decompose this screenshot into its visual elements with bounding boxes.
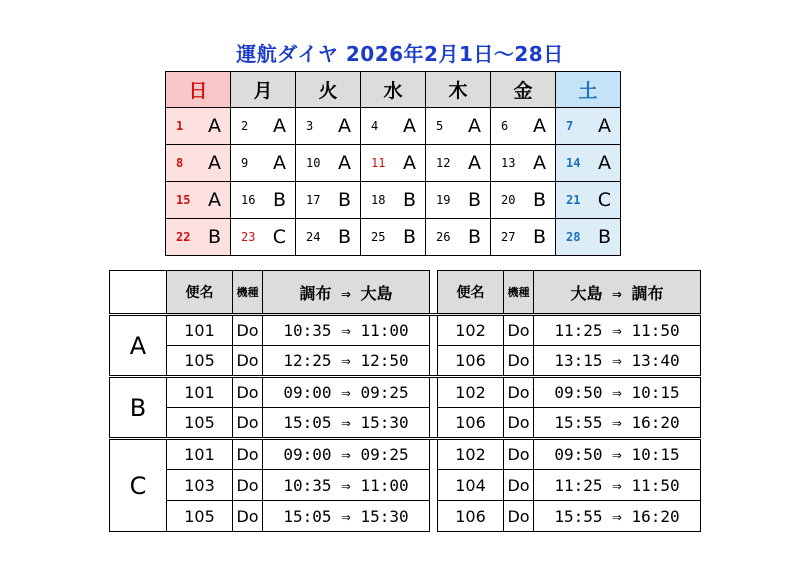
day-number: 28 [566,230,581,244]
departure-arrival-time: 15:05 ⇒ 15:30 [263,408,430,439]
schedule-pattern-code: B [467,189,481,211]
day-number: 22 [176,230,191,244]
day-number: 18 [371,193,386,207]
calendar-day-cell [166,108,231,145]
schedule-pattern-code: A [468,152,481,174]
day-number: 19 [436,193,451,207]
aircraft-type: Do [504,501,534,532]
flight-number: 103 [167,470,233,501]
column-gap [430,377,438,408]
schedule-pattern-code: B [532,226,546,248]
day-number: 9 [241,156,249,170]
departure-arrival-time: 15:05 ⇒ 15:30 [263,501,430,532]
schedule-pattern-code: B [337,226,351,248]
aircraft-type: Do [233,377,263,408]
weekday-header-sun: 日 [166,72,231,108]
departure-arrival-time: 09:00 ⇒ 09:25 [263,377,430,408]
day-number: 2 [241,119,249,133]
calendar-day-cell [426,219,491,256]
calendar-day-cell [361,145,426,182]
calendar-day-cell [491,108,556,145]
calendar-day-cell [491,145,556,182]
aircraft-type: Do [233,501,263,532]
calendar-day-cell [361,219,426,256]
departure-arrival-time: 11:25 ⇒ 11:50 [534,315,701,346]
schedule-pattern-code: A [533,115,546,137]
flight-number: 105 [167,408,233,439]
flight-number: 102 [438,439,504,470]
flight-number: 101 [167,315,233,346]
day-number: 11 [371,156,386,170]
day-number: 1 [176,119,184,133]
column-gap [430,315,438,346]
aircraft-type: Do [233,439,263,470]
aircraft-type: Do [504,346,534,377]
calendar-day-cell [426,108,491,145]
day-number: 3 [306,119,314,133]
aircraft-type: Do [233,408,263,439]
calendar-day-cell [556,108,621,145]
day-number: 21 [566,193,581,207]
calendar-day-cell [166,182,231,219]
day-number: 6 [501,119,509,133]
calendar-day-cell [491,219,556,256]
day-number: 24 [306,230,321,244]
calendar-day-cell [556,145,621,182]
day-number: 12 [436,156,451,170]
schedule-pattern-code: B [207,226,221,248]
schedule-pattern-code: A [403,115,416,137]
timetable-header-row [110,271,701,315]
day-number: 14 [566,156,581,170]
schedule-pattern-code: A [338,115,351,137]
pattern-label: C [110,439,167,532]
aircraft2-header: 機種 [504,271,534,315]
timetable-row [110,346,701,377]
aircraft-type: Do [504,377,534,408]
schedule-pattern-code: B [467,226,481,248]
schedule-pattern-code: A [208,152,221,174]
flight-number: 105 [167,501,233,532]
timetable-row [110,315,701,346]
inbound-header: 大島 ⇒ 調布 [534,271,701,315]
departure-arrival-time: 11:25 ⇒ 11:50 [534,470,701,501]
calendar-table [165,71,621,256]
calendar-day-cell [231,108,296,145]
schedule-pattern-code: A [338,152,351,174]
schedule-pattern-code: C [272,226,286,248]
schedule-pattern-code: A [598,115,611,137]
column-gap [430,470,438,501]
departure-arrival-time: 09:50 ⇒ 10:15 [534,439,701,470]
day-number: 25 [371,230,386,244]
schedule-pattern-code: A [533,152,546,174]
flight-number: 102 [438,377,504,408]
timetable-row [110,501,701,532]
calendar-day-cell [491,182,556,219]
column-gap [430,346,438,377]
calendar-day-cell [361,182,426,219]
weekday-header-wed: 水 [361,72,426,108]
departure-arrival-time: 13:15 ⇒ 13:40 [534,346,701,377]
page-title: 運航ダイヤ 2026年2月1日～28日 [236,42,564,66]
timetable-row [110,377,701,408]
day-number: 17 [306,193,321,207]
aircraft-type: Do [233,346,263,377]
schedule-pattern-code: A [273,115,286,137]
aircraft-type: Do [233,470,263,501]
weekday-header-fri: 金 [491,72,556,108]
departure-arrival-time: 15:55 ⇒ 16:20 [534,408,701,439]
flight-number: 105 [167,346,233,377]
schedule-pattern-code: A [468,115,481,137]
aircraft-type: Do [504,408,534,439]
day-number: 8 [176,156,184,170]
schedule-pattern-code: A [208,189,221,211]
column-gap [430,501,438,532]
weekday-header-mon: 月 [231,72,296,108]
day-number: 27 [501,230,516,244]
timetable [109,270,701,532]
day-number: 13 [501,156,516,170]
day-number: 20 [501,193,516,207]
timetable-row [110,470,701,501]
weekday-header-tue: 火 [296,72,361,108]
timetable-row [110,408,701,439]
day-number: 23 [241,230,256,244]
day-number: 7 [566,119,574,133]
schedule-pattern-code: C [597,189,611,211]
departure-arrival-time: 10:35 ⇒ 11:00 [263,315,430,346]
calendar-day-cell [361,108,426,145]
calendar-day-cell [296,108,361,145]
calendar-week-row [166,145,621,182]
day-number: 4 [371,119,379,133]
day-number: 10 [306,156,321,170]
day-number: 26 [436,230,451,244]
weekday-header-sat: 土 [556,72,621,108]
column-gap [430,271,438,315]
calendar-day-cell [296,145,361,182]
departure-arrival-time: 12:25 ⇒ 12:50 [263,346,430,377]
column-gap [430,408,438,439]
calendar-week-row [166,219,621,256]
flight-number: 106 [438,346,504,377]
calendar-day-cell [166,219,231,256]
calendar-day-cell [556,182,621,219]
departure-arrival-time: 15:55 ⇒ 16:20 [534,501,701,532]
calendar-day-cell [296,219,361,256]
flight-number: 102 [438,315,504,346]
schedule-pattern-code: B [337,189,351,211]
aircraft-header: 機種 [233,271,263,315]
calendar-day-cell [426,145,491,182]
day-number: 15 [176,193,191,207]
calendar-day-cell [296,182,361,219]
schedule-pattern-code: B [402,226,416,248]
outbound-header: 調布 ⇒ 大島 [263,271,430,315]
pattern-label: A [110,315,167,377]
aircraft-type: Do [233,315,263,346]
aircraft-type: Do [504,439,534,470]
day-number: 5 [436,119,444,133]
schedule-pattern-code: B [272,189,286,211]
calendar-week-row [166,108,621,145]
column-gap [430,439,438,470]
schedule-pattern-code: A [403,152,416,174]
flight-number: 106 [438,408,504,439]
aircraft-type: Do [504,315,534,346]
flight-number: 106 [438,501,504,532]
departure-arrival-time: 10:35 ⇒ 11:00 [263,470,430,501]
schedule-pattern-code: A [273,152,286,174]
calendar-header-row [166,72,621,108]
aircraft-type: Do [504,470,534,501]
flight-header: 便名 [167,271,233,315]
schedule-pattern-code: B [402,189,416,211]
flight2-header: 便名 [438,271,504,315]
schedule-pattern-code: A [598,152,611,174]
flight-number: 104 [438,470,504,501]
calendar-day-cell [231,219,296,256]
pattern-header [110,271,167,315]
calendar-day-cell [426,182,491,219]
departure-arrival-time: 09:00 ⇒ 09:25 [263,439,430,470]
weekday-header-thu: 木 [426,72,491,108]
calendar-day-cell [166,145,231,182]
day-number: 16 [241,193,256,207]
schedule-pattern-code: B [597,226,611,248]
timetable-row [110,439,701,470]
flight-number: 101 [167,439,233,470]
pattern-label: B [110,377,167,439]
calendar-day-cell [231,145,296,182]
calendar-day-cell [231,182,296,219]
schedule-pattern-code: A [208,115,221,137]
schedule-pattern-code: B [532,189,546,211]
flight-number: 101 [167,377,233,408]
departure-arrival-time: 09:50 ⇒ 10:15 [534,377,701,408]
calendar-day-cell [556,219,621,256]
calendar-week-row [166,182,621,219]
